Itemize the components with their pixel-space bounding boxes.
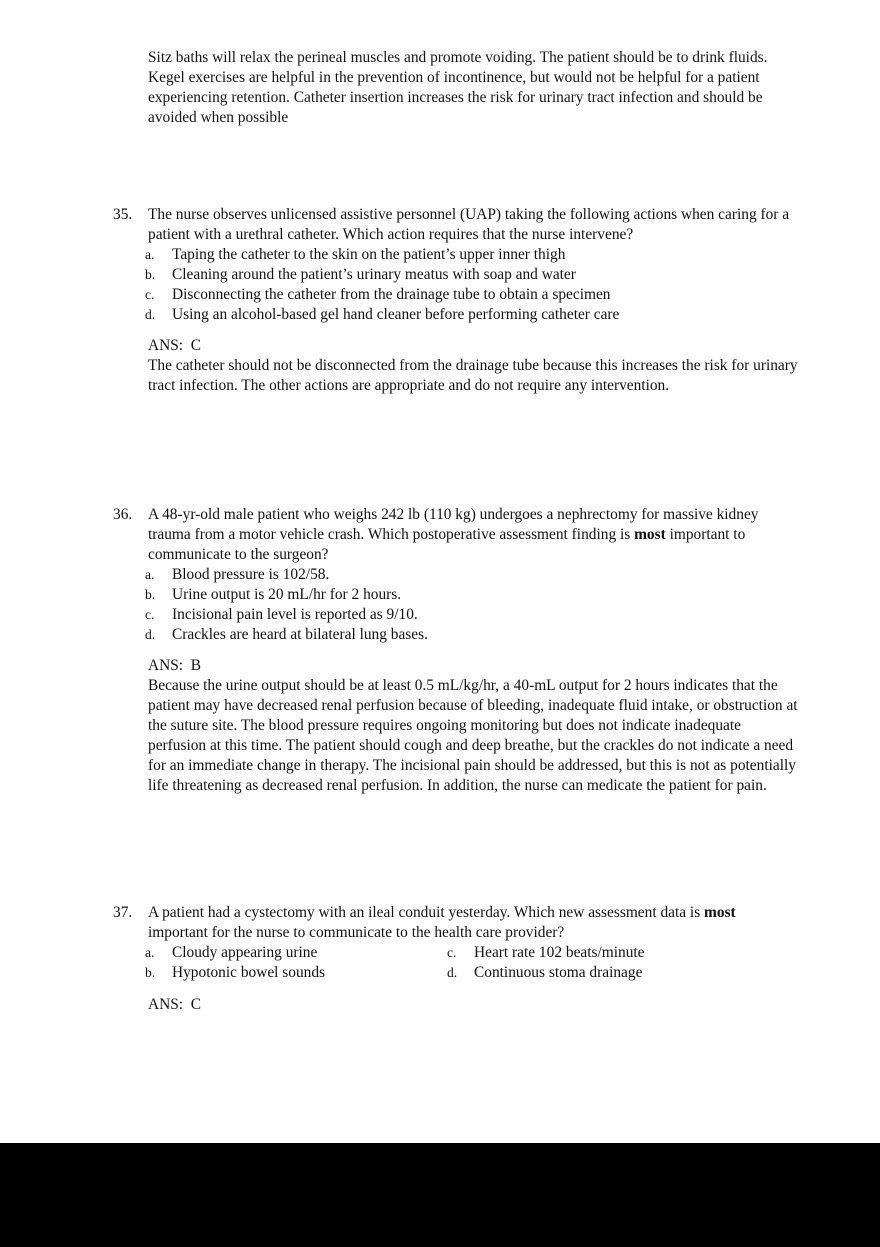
question-37-stem-part2: important for the nurse to communicate to the health care provider?: [148, 924, 565, 941]
question-37-options-column-left: [145, 943, 445, 983]
option-36-c[interactable]: [145, 605, 813, 625]
option-35-b[interactable]: [145, 265, 813, 285]
option-37-d[interactable]: [447, 963, 777, 983]
answer-value-36: B: [190, 657, 202, 674]
answer-label-36: ANS:: [148, 657, 184, 674]
question-37-stem: [148, 903, 796, 943]
question-37-options-column-right: [447, 943, 777, 983]
option-37-d-text: Continuous stoma drainage: [474, 964, 643, 981]
option-35-a-text: Taping the catheter to the skin on the patient’s upper inner thigh: [172, 246, 566, 263]
option-36-d-text: Crackles are heard at bilateral lung bases.: [172, 626, 428, 643]
question-item-35: [113, 205, 813, 325]
option-36-c-letter: c.: [145, 607, 155, 622]
question-37-number: 37.: [113, 904, 133, 921]
option-35-c-letter: c.: [145, 287, 155, 302]
option-36-c-text: Incisional pain level is reported as 9/10.: [172, 606, 418, 623]
answer-value-37: C: [190, 996, 202, 1013]
question-item-36: [113, 505, 813, 645]
rationale-35: The catheter should not be disconnected from the drainage tube because this increases the risk for urinary tract infection. The other actions are appropriate and do not require any intervention.: [148, 357, 798, 394]
option-35-d-text: Using an alcohol-based gel hand cleaner before performing catheter care: [172, 306, 620, 323]
question-37-heading: [113, 903, 813, 943]
question-37-stem-part1: A patient had a cystectomy with an ileal conduit yesterday. Which new assessment data is: [148, 904, 705, 921]
option-37-a[interactable]: [145, 943, 445, 963]
option-36-a[interactable]: [145, 565, 813, 585]
option-35-b-letter: b.: [145, 267, 156, 282]
answer-line-37: [148, 995, 800, 1015]
question-35-stem-part1: The nurse observes unlicensed assistive personnel (UAP) taking the following actions when caring for a patient with a urethral catheter. Which action requires that the nurse intervene?: [148, 206, 790, 243]
question-item-37: [113, 903, 813, 983]
question-36-stem: [148, 505, 796, 565]
option-35-a-letter: a.: [145, 247, 155, 262]
answer-block-35: [148, 336, 800, 396]
question-36-heading: [113, 505, 813, 565]
option-36-a-text: Blood pressure is 102/58.: [172, 566, 330, 583]
option-37-b[interactable]: [145, 963, 445, 983]
question-35-options: [113, 245, 813, 325]
option-35-d-letter: d.: [145, 307, 156, 322]
option-37-c-letter: c.: [447, 945, 457, 960]
option-37-a-text: Cloudy appearing urine: [172, 944, 318, 961]
question-36-stem-part2: important to communicate to the surgeon?: [148, 526, 746, 563]
option-35-c[interactable]: [145, 285, 813, 305]
option-37-c[interactable]: [447, 943, 777, 963]
answer-line-36: [148, 656, 800, 676]
answer-block-37: [148, 995, 800, 1015]
option-35-a[interactable]: [145, 245, 813, 265]
option-37-d-letter: d.: [447, 965, 458, 980]
option-36-b[interactable]: [145, 585, 813, 605]
option-36-d[interactable]: [145, 625, 813, 645]
question-35-number: 35.: [113, 206, 133, 223]
option-37-b-letter: b.: [145, 965, 156, 980]
option-36-b-text: Urine output is 20 mL/hr for 2 hours.: [172, 586, 402, 603]
option-35-b-text: Cleaning around the patient’s urinary meatus with soap and water: [172, 266, 576, 283]
question-36-options: [113, 565, 813, 645]
question-36-stem-part1: A 48-yr-old male patient who weighs 242 lb (110 kg) undergoes a nephrectomy for massive kidney trauma from a motor vehicle crash. Which postoperative assessment finding is: [148, 506, 759, 543]
answer-label-35: ANS:: [148, 337, 184, 354]
answer-line-35: [148, 336, 800, 356]
question-36-stem-emphasis: most: [634, 526, 666, 543]
answer-block-36: [148, 656, 800, 796]
rationale-36: Because the urine output should be at least 0.5 mL/kg/hr, a 40-mL output for 2 hours indicates that the patient may have decreased renal perfusion because of bleeding, inadequate fluid intake, or obstruction at the suture site. The blood pressure requires ongoing monitoring but does not indicate inadequate perfusion at this time. The patient should cough and deep breathe, but the crackles do not indicate a need for an immediate change in therapy. The incisional pain should be addressed, but this is not as potentially life threatening as decreased renal perfusion. In addition, the nurse can medicate the patient for pain.: [148, 677, 798, 794]
option-37-b-text: Hypotonic bowel sounds: [172, 964, 326, 981]
option-36-d-letter: d.: [145, 627, 156, 642]
option-37-a-letter: a.: [145, 945, 155, 960]
option-36-b-letter: b.: [145, 587, 156, 602]
question-37-options: [113, 943, 813, 983]
option-35-d[interactable]: [145, 305, 813, 325]
question-37-stem-emphasis: most: [704, 904, 736, 921]
option-37-c-text: Heart rate 102 beats/minute: [474, 944, 645, 961]
answer-label-37: ANS:: [148, 996, 184, 1013]
bottom-black-bar: [0, 1143, 880, 1247]
question-35-stem: [148, 205, 796, 245]
question-36-number: 36.: [113, 506, 133, 523]
option-35-c-text: Disconnecting the catheter from the drainage tube to obtain a specimen: [172, 286, 611, 303]
question-35-heading: [113, 205, 813, 245]
option-36-a-letter: a.: [145, 567, 155, 582]
top-rationale-paragraph: Sitz baths will relax the perineal muscles and promote voiding. The patient should be to drink fluids. Kegel exercises are helpful in the prevention of incontinence, but would not be helpful for a patient experiencing retention. Catheter insertion increases the risk for urinary tract infection and should be avoided when possible: [148, 49, 768, 126]
answer-value-35: C: [190, 337, 202, 354]
